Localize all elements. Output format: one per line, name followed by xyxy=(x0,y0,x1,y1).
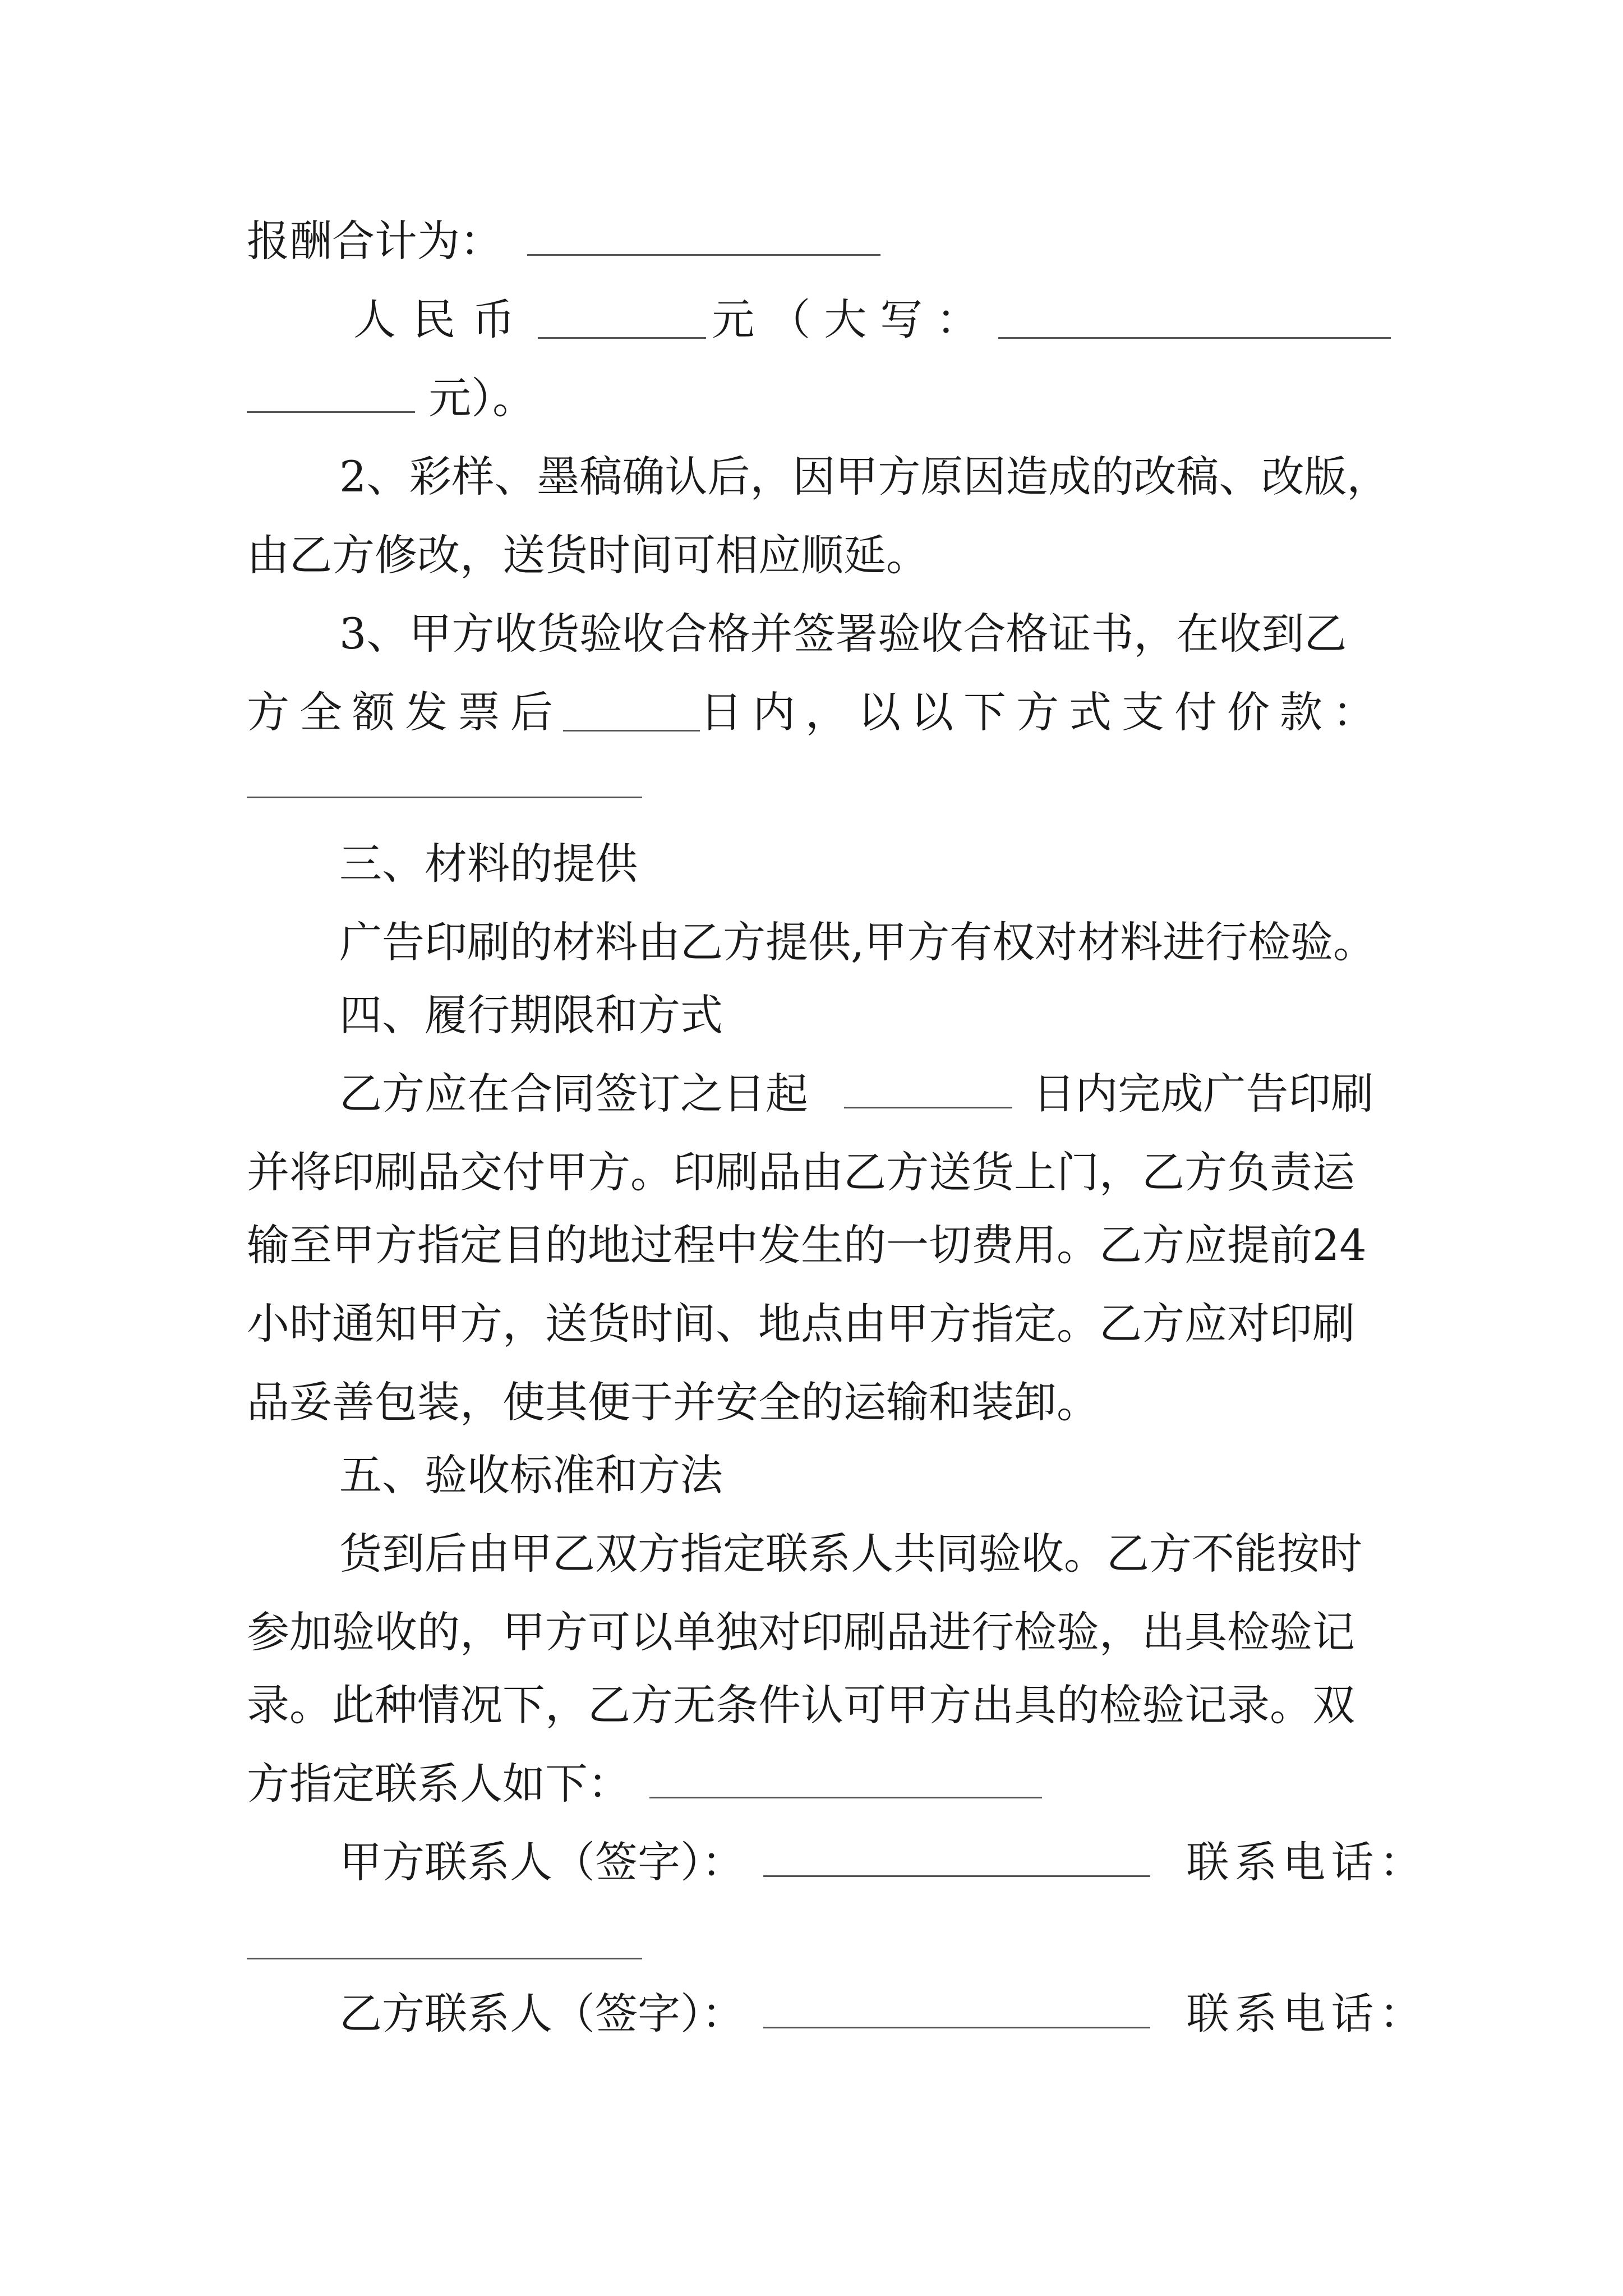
clause-3-payment-text: 日内，以以下方式支付价款： xyxy=(700,687,1385,737)
party-a-signature-blank[interactable] xyxy=(763,1839,1150,1877)
remuneration-total-line xyxy=(247,213,880,269)
party-a-contact-line xyxy=(339,1834,1427,1890)
section-5-line-4 xyxy=(247,1756,1042,1812)
rmb-currency-label: 人民币 xyxy=(353,295,532,344)
clause-3-line-1: 3、甲方收货验收合格并签署验收合格证书，在收到乙 xyxy=(339,609,1347,659)
party-b-phone-label: 联系电话： xyxy=(1186,1989,1428,2039)
clause-2-line-1: 2、彩样、墨稿确认后，因甲方原因造成的改稿、改版， xyxy=(339,452,1390,501)
section-5-contacts-text: 方指定联系人如下： xyxy=(247,1759,630,1809)
rmb-unit-close: 元）。 xyxy=(428,373,536,423)
rmb-amount-words-blank[interactable] xyxy=(998,301,1391,339)
section-4-days-blank[interactable] xyxy=(844,1071,1012,1108)
section-3-heading: 三、材料的提供 xyxy=(339,839,638,889)
rmb-amount-words-blank-continued[interactable] xyxy=(247,375,415,413)
section-4-heading: 四、履行期限和方式 xyxy=(339,990,723,1040)
section-3-body: 广告印刷的材料由乙方提供,甲方有权对材料进行检验。 xyxy=(339,917,1376,967)
section-4-line-4: 小时通知甲方，送货时间、地点由甲方指定。乙方应对印刷 xyxy=(247,1299,1355,1349)
party-b-contact-label: 乙方联系人（签字）： xyxy=(339,1989,744,2039)
section-4-line-3: 输至甲方指定目的地过程中发生的一切费用。乙方应提前24 xyxy=(247,1220,1367,1270)
clause-3-payment-method-blank[interactable] xyxy=(247,797,642,798)
clause-3-line-2 xyxy=(247,684,1385,740)
section-5-line-1: 货到后由甲乙双方指定联系人共同验收。乙方不能按时 xyxy=(339,1529,1362,1579)
clause-3-days-blank[interactable] xyxy=(563,694,700,731)
rmb-amount-line xyxy=(353,292,1391,348)
section-5-line-3: 录。此种情况下，乙方无条件认可甲方出具的检验记录。双 xyxy=(247,1680,1355,1730)
rmb-amount-continued-line xyxy=(247,370,535,426)
clause-3-invoice-text: 方全额发票后 xyxy=(247,687,563,737)
section-5-line-2: 参加验收的，甲方可以单独对印刷品进行检验，出具检验记 xyxy=(247,1607,1355,1657)
section-4-complete-text: 日内完成广告印刷 xyxy=(1032,1069,1374,1119)
section-5-contacts-blank[interactable] xyxy=(649,1761,1042,1798)
remuneration-total-label: 报酬合计为： xyxy=(247,216,502,266)
section-4-line-1 xyxy=(339,1066,1373,1122)
section-4-line-5: 品妥善包装，使其便于并安全的运输和装卸。 xyxy=(247,1377,1099,1427)
party-a-phone-blank[interactable] xyxy=(247,1958,642,1959)
rmb-amount-blank[interactable] xyxy=(538,301,706,339)
section-5-heading: 五、验收标准和方法 xyxy=(339,1450,723,1500)
party-a-contact-label: 甲方联系人（签字）： xyxy=(339,1837,744,1887)
party-b-signature-blank[interactable] xyxy=(763,1991,1150,2028)
section-4-start-text: 乙方应在合同签订之日起 xyxy=(339,1069,808,1119)
party-a-phone-label: 联系电话： xyxy=(1186,1837,1428,1887)
remuneration-total-blank[interactable] xyxy=(527,218,880,256)
party-b-contact-line xyxy=(339,1986,1427,2042)
clause-2-line-2: 由乙方修改，送货时间可相应顺延。 xyxy=(247,530,929,580)
rmb-unit-label: 元（大写： xyxy=(712,295,993,344)
section-4-line-2: 并将印刷品交付甲方。印刷品由乙方送货上门，乙方负责运 xyxy=(247,1147,1355,1197)
